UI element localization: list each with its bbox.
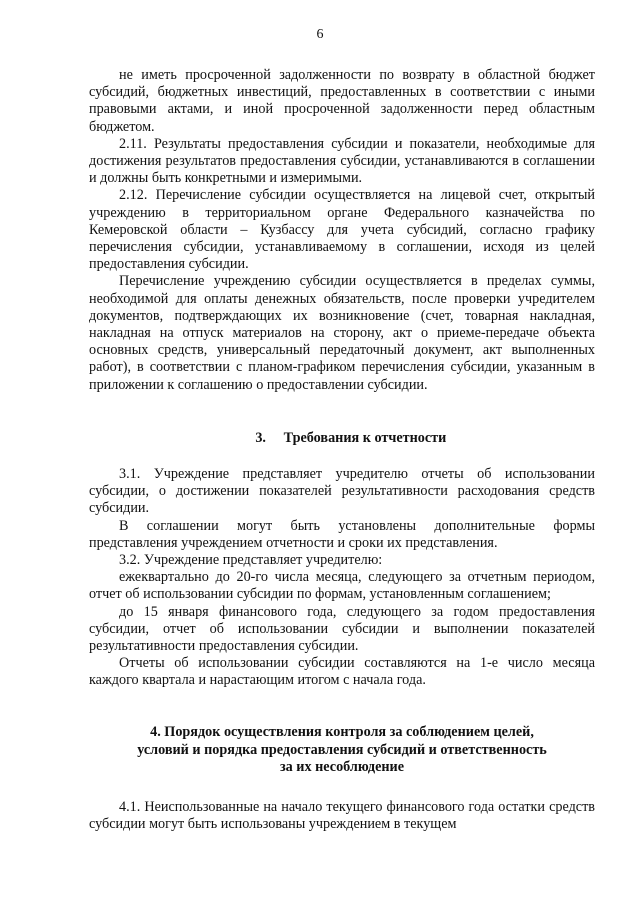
section-4-title-line: за их несоблюдение — [279, 759, 405, 775]
section-4-heading — [89, 724, 595, 777]
paragraph: до 15 января финансового года, следующего за годом предоставления субсидии, отчет об использовании субсидии и выполнении показателей результативности предоставления субсидии. — [89, 603, 595, 655]
paragraph: Отчеты об использовании субсидии составляются на 1-е число месяца каждого квартала и нарастающим итогом с начала года. — [89, 655, 595, 689]
paragraph: Перечисление учреждению субсидии осуществляется в пределах суммы, необходимой для оплаты денежных обязательств, после проверки учредителем документов, подтверждающих их возникновение (счет, товарная накладная, накладная на отпуск материалов на сторону, акт о приеме-передаче объекта основных средств, универсальный передаточный документ, акт выполненных работ), в соответствии с планом-графиком перечисления субсидии, указанным в приложении к соглашению о предоставлении субсидии. — [89, 273, 595, 393]
paragraph-2-11: 2.11. Результаты предоставления субсидии и показатели, необходимые для достижения результатов предоставления субсидии, устанавливаются в соглашении и должны быть конкретными и измеримыми. — [89, 135, 595, 187]
section-2-continuation — [89, 67, 595, 394]
paragraph: не иметь просроченной задолженности по возврату в областной бюджет субсидий, бюджетных инвестиций, предоставленных в соответствии с иными правовыми актами, и иной просроченной задолженности перед областным бюджетом. — [89, 67, 595, 135]
paragraph-3-2: 3.2. Учреждение представляет учредителю: — [119, 552, 383, 569]
section-3-heading — [89, 430, 595, 447]
section-4-body — [89, 799, 595, 833]
section-3-title: Требования к отчетности — [283, 430, 447, 446]
page-number: 6 — [316, 27, 324, 42]
section-3-number: 3. — [255, 430, 266, 446]
section-3-body — [89, 466, 595, 690]
paragraph: ежеквартально до 20-го числа месяца, следующего за отчетным периодом, отчет об использовании субсидии по формам, установленным соглашением; — [89, 569, 595, 603]
section-4-title-line: 4. Порядок осуществления контроля за соблюдением целей, — [150, 724, 534, 740]
paragraph-3-1: 3.1. Учреждение представляет учредителю отчеты об использовании субсидии, о достижении показателей результативности расходования средств субсидии. — [89, 466, 595, 517]
paragraph-4-1: 4.1. Неиспользованные на начало текущего финансового года остатки средств субсидии могут быть использованы учреждением в текущем — [89, 799, 595, 833]
paragraph: В соглашении могут быть установлены дополнительные формы представления учреждением отчетности и сроки их представления. — [89, 517, 595, 551]
section-4-title-line: условий и порядка предоставления субсидий и ответственность — [137, 741, 547, 758]
paragraph-2-12: 2.12. Перечисление субсидии осуществляется на лицевой счет, открытый учреждению в территориальном органе Федерального казначейства по Кемеровской области – Кузбассу для учета субсидий, согласно графику перечисления субсидии, устанавливаемому в соглашении, исходя из целей предоставления субсидии. — [89, 187, 595, 273]
